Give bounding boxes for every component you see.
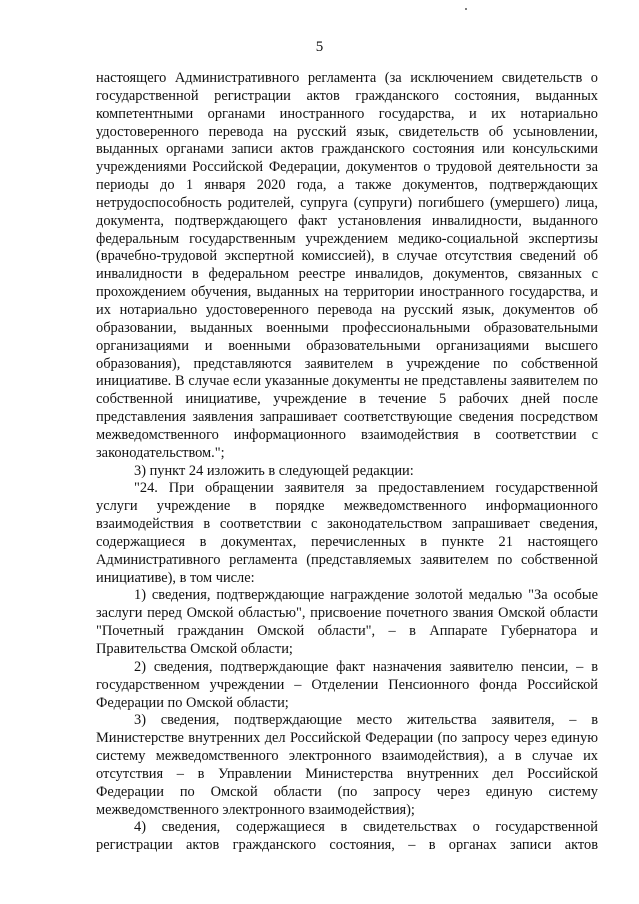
paragraph-point-24: "24. При обращении заявителя за предоставлением государственной услуги учреждение в порядке межведомственного информационного взаимодействия в соответствии с законодательством запрашивает сведения, содержащиеся в документах, перечисленных в пункте 21 настоящего Административного регламента (представляемых заявителем по собственной инициативе), в том числе: bbox=[96, 480, 598, 586]
paragraph-subitem-2: 2) сведения, подтверждающие факт назначения заявителю пенсии, – в государственном учреждении – Отделении Пенсионного фонда Российской Федерации по Омской области; bbox=[96, 658, 598, 711]
page-number: 5 bbox=[315, 39, 324, 55]
paragraph-item-3: 3) пункт 24 изложить в следующей редакции: bbox=[134, 462, 414, 479]
paragraph-subitem-1: 1) сведения, подтверждающие награждение золотой медалью "За особые заслуги перед Омской областью", присвоение почетного звания Омской области "Почетный гражданин Омской области", – в Аппарате Губернатора и Правительства Омской области; bbox=[96, 587, 598, 657]
paragraph-subitem-4: 4) сведения, содержащиеся в свидетельствах о государственной регистрации актов гражданского состояния, – в органах записи актов bbox=[96, 819, 598, 854]
scan-speck bbox=[465, 8, 467, 10]
document-body bbox=[96, 70, 598, 855]
paragraph-subitem-3: 3) сведения, подтверждающие место жительства заявителя, – в Министерстве внутренних дел Российской Федерации (по запросу через единую систему межведомственного электронного взаимодействия), а в случае их отсутствия – в Управлении Министерства внутренних дел Российской Федерации по Омской области (по запросу через единую систему межведомственного электронного взаимодействия); bbox=[96, 712, 598, 818]
paragraph-documents-list: настоящего Административного регламента (за исключением свидетельств о государственной регистрации актов гражданского состояния, выданных компетентными органами иностранного государства, и их нотариально удостоверенного перевода на русский язык, свидетельств об усыновлении, выданных органами записи актов гражданского состояния или консульскими учреждениями Российской Федерации, документов о трудовой деятельности за периоды до 1 января 2020 года, а также документов, подтверждающих нетрудоспособность родителей, супруга (супруги) погибшего (умершего) лица, документа, подтверждающего факт установления инвалидности, выданного федеральным государственным учреждением медико-социальной экспертизы (врачебно-трудовой экспертной комиссией), в случае отсутствия сведений об инвалидности в федеральном реестре инвалидов, документов, связанных с прохождением обучения, выданных на территории иностранного государства, и их нотариально удостоверенного перевода на русский язык, документов об образовании, выданных военными профессиональными образовательными организациями и военными образовательными организациями высшего образования), представляются заявителем в учреждение по собственной инициативе. В случае если указанные документы не представлены заявителем по собственной инициативе, учреждение в течение 5 рабочих дней после представления заявления запрашивает соответствующие сведения посредством межведомственного информационного взаимодействия в соответствии с законодательством."; bbox=[96, 70, 598, 461]
